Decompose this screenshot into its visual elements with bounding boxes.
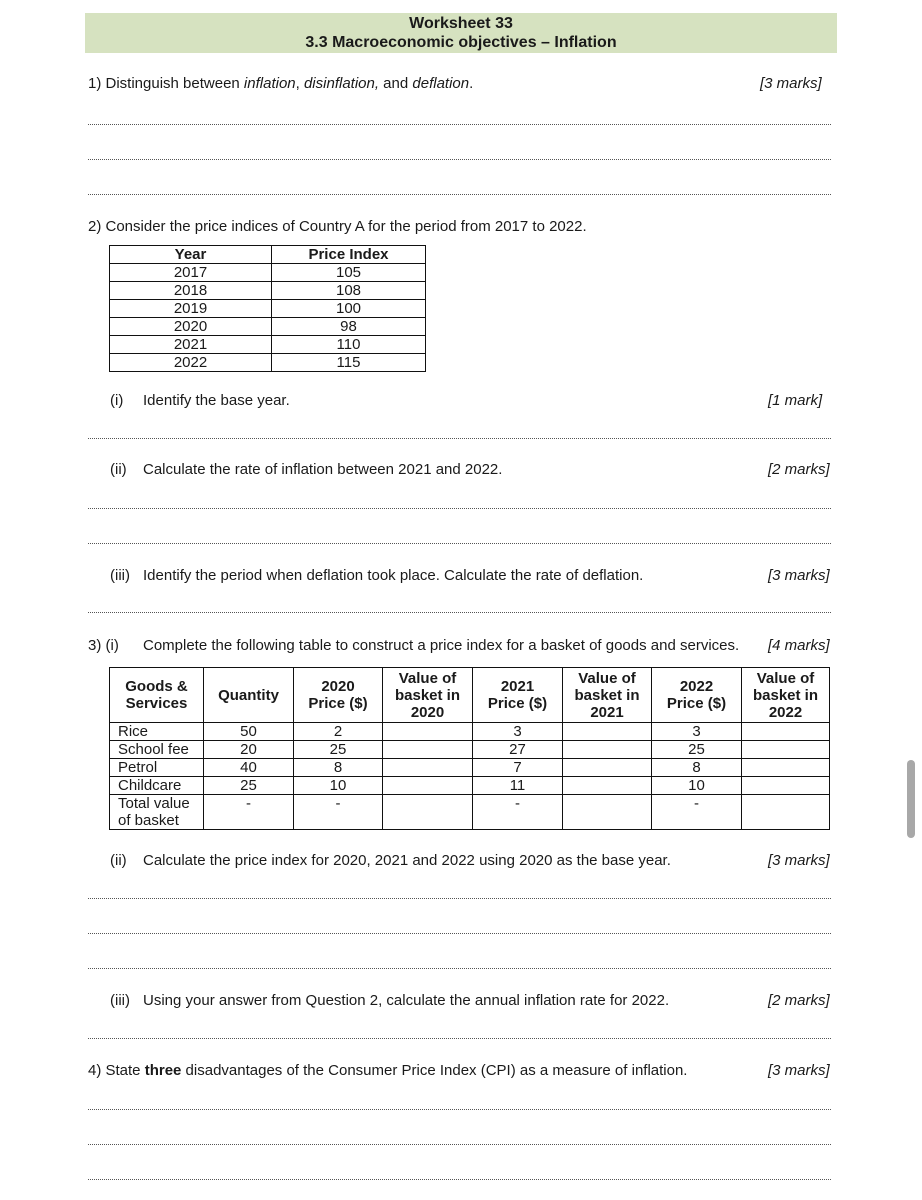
year-cell: 2017 [110,264,272,282]
answer-line[interactable] [88,194,831,195]
basket-table [109,667,830,830]
quantity-cell: 25 [204,777,294,795]
index-cell: 105 [272,264,426,282]
q2i-num: (i) [110,392,124,409]
answer-line[interactable] [88,508,831,509]
question-2: 2) Consider the price indices of Country A for the period from 2017 to 2022. [88,218,587,235]
q4-marks: [3 marks] [768,1062,830,1079]
q2iii-marks: [3 marks] [768,567,830,584]
worksheet-header [85,13,837,53]
q1-term-disinflation: disinflation, [303,75,380,92]
year-cell: 2019 [110,300,272,318]
item-cell: Childcare [110,777,204,795]
index-cell: 108 [272,282,426,300]
year-cell: 2020 [110,318,272,336]
header-2022-price: 2022 Price ($) [652,668,742,723]
blank-value-cell[interactable] [742,795,830,830]
header-value-2022: Value of basket in 2022 [742,668,830,723]
blank-value-cell[interactable] [742,741,830,759]
dash-cell: - [652,795,742,830]
q2ii-text: Calculate the rate of inflation between 2021 and 2022. [143,461,503,478]
q1-text-pre: 1) Distinguish between [88,75,244,92]
header-value-2020: Value of basket in 2020 [383,668,473,723]
q2iii-num: (iii) [110,567,130,584]
quantity-cell: 50 [204,723,294,741]
price-cell: 2 [294,723,383,741]
dash-cell: - [204,795,294,830]
answer-line[interactable] [88,1109,831,1110]
answer-line[interactable] [88,933,831,934]
blank-value-cell[interactable] [383,741,473,759]
question-3-iii [110,992,669,1009]
q1-term-deflation: deflation [412,75,470,92]
q2ii-marks: [2 marks] [768,461,830,478]
header-quantity: Quantity [204,668,294,723]
q3i-marks: [4 marks] [768,637,830,654]
q3i-num: 3) (i) [88,637,119,654]
q1-sep1: , [295,75,304,92]
index-cell: 98 [272,318,426,336]
answer-line[interactable] [88,968,831,969]
price-cell: 25 [652,741,742,759]
q3iii-text: Using your answer from Question 2, calculate the annual inflation rate for 2022. [143,992,670,1009]
blank-value-cell[interactable] [383,777,473,795]
q3ii-marks: [3 marks] [768,852,830,869]
question-2-ii [110,461,502,478]
q2ii-num: (ii) [110,461,127,478]
q4-bold-three: three [144,1062,182,1079]
question-3-i [88,637,739,654]
price-cell: 10 [294,777,383,795]
blank-value-cell[interactable] [742,777,830,795]
answer-line[interactable] [88,124,831,125]
question-4 [88,1062,687,1079]
table-row [110,723,830,741]
header-goods-services: Goods & Services [110,668,204,723]
blank-value-cell[interactable] [563,777,652,795]
answer-line[interactable] [88,1144,831,1145]
table-header-year: Year [110,246,272,264]
q4-text-post: disadvantages of the Consumer Price Index (CPI) as a measure of inflation. [181,1062,688,1079]
question-1 [88,75,473,92]
price-cell: 8 [294,759,383,777]
table-row [110,759,830,777]
blank-value-cell[interactable] [383,759,473,777]
blank-value-cell[interactable] [742,723,830,741]
index-cell: 100 [272,300,426,318]
blank-value-cell[interactable] [383,723,473,741]
blank-value-cell[interactable] [563,741,652,759]
price-cell: 7 [473,759,563,777]
question-2-i [110,392,290,409]
item-cell: Rice [110,723,204,741]
price-cell: 3 [652,723,742,741]
answer-line[interactable] [88,438,831,439]
table-row [110,336,426,354]
answer-line[interactable] [88,1038,831,1039]
question-2-iii [110,567,643,584]
q3ii-text: Calculate the price index for 2020, 2021 and 2022 using 2020 as the base year. [143,852,671,869]
price-cell: 11 [473,777,563,795]
table-header-price-index: Price Index [272,246,426,264]
q2iii-text: Identify the period when deflation took place. Calculate the rate of deflation. [143,567,644,584]
blank-value-cell[interactable] [383,795,473,830]
worksheet-number: Worksheet 33 [409,15,513,32]
header-2021-price: 2021 Price ($) [473,668,563,723]
price-index-table [109,245,426,372]
index-cell: 110 [272,336,426,354]
blank-value-cell[interactable] [563,795,652,830]
q1-sep3: . [469,75,474,92]
total-row [110,795,830,830]
index-cell: 115 [272,354,426,372]
header-2020-price: 2020 Price ($) [294,668,383,723]
blank-value-cell[interactable] [563,723,652,741]
q3iii-marks: [2 marks] [768,992,830,1009]
year-cell: 2022 [110,354,272,372]
q4-text-pre: 4) State [88,1062,145,1079]
price-cell: 27 [473,741,563,759]
year-cell: 2018 [110,282,272,300]
header-value-2021: Value of basket in 2021 [563,668,652,723]
dash-cell: - [473,795,563,830]
blank-value-cell[interactable] [563,759,652,777]
question-3-ii [110,852,671,869]
dash-cell: - [294,795,383,830]
worksheet-title: 3.3 Macroeconomic objectives – Inflation [305,34,617,51]
answer-line[interactable] [88,612,831,613]
answer-line[interactable] [88,1179,831,1180]
table-row [110,264,426,282]
scrollbar-thumb[interactable] [907,760,915,838]
basket-header-row [110,668,830,723]
table-row [110,777,830,795]
table-row [110,741,830,759]
blank-value-cell[interactable] [742,759,830,777]
total-label-cell: Total value of basket [110,795,204,830]
table-row [110,354,426,372]
answer-line[interactable] [88,543,831,544]
year-cell: 2021 [110,336,272,354]
q1-term-inflation: inflation [243,75,296,92]
price-cell: 25 [294,741,383,759]
table-row [110,282,426,300]
item-cell: Petrol [110,759,204,777]
q2i-marks: [1 mark] [768,392,823,409]
item-cell: School fee [110,741,204,759]
q1-marks: [3 marks] [760,75,822,92]
q3iii-num: (iii) [110,992,130,1009]
answer-line[interactable] [88,898,831,899]
quantity-cell: 40 [204,759,294,777]
q3ii-num: (ii) [110,852,127,869]
price-cell: 10 [652,777,742,795]
table-row [110,300,426,318]
price-cell: 8 [652,759,742,777]
price-cell: 3 [473,723,563,741]
table-row [110,318,426,336]
q3i-text: Complete the following table to construct a price index for a basket of goods and services. [143,637,740,654]
q2i-text: Identify the base year. [143,392,290,409]
answer-line[interactable] [88,159,831,160]
quantity-cell: 20 [204,741,294,759]
q1-sep2: and [379,75,413,92]
